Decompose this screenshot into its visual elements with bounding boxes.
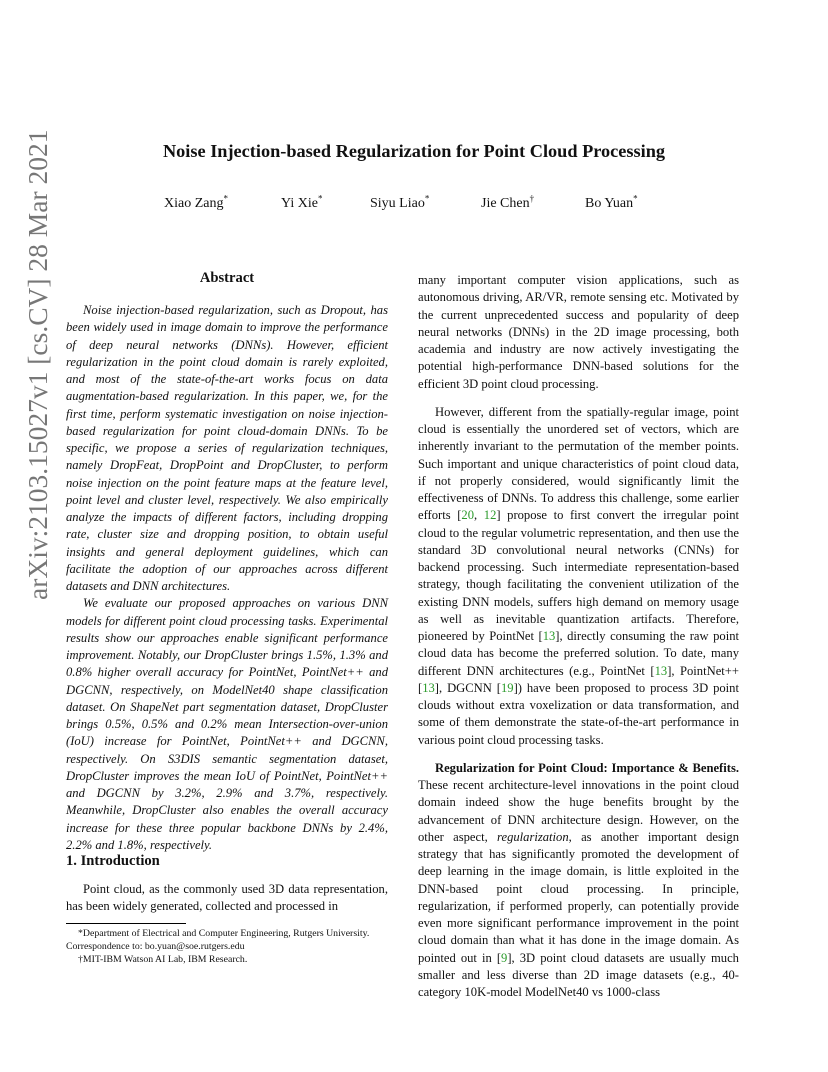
- author-name: Xiao Zang*: [164, 193, 228, 211]
- section-heading: 1. Introduction: [66, 853, 160, 869]
- citation-link[interactable]: 19: [500, 680, 514, 695]
- abstract-paragraph: Noise injection-based regularization, such as Dropout, has been widely used in image domain to improve the performance of deep neural networks (DNNs). However, efficient regularization in the point cloud domain is rarely exploited, and most of the state-of-the-art works focus on data augmentation-based regularization. In this paper, we, for the first time, perform systematic investigation on noise injection-based regularization for point cloud-domain DNNs. To be specific, we propose a series of regularization techniques, namely DropFeat, DropPoint and DropCluster, to perform noise injection on the point feature maps at the feature level, point level and cluster level, respectively. We also empirically analyze the impacts of different factors, including dropping rate, cluster size and dropping position, to obtain useful insights and general deployment guidelines, which can facilitate the adoption of our approaches across different datasets and DNN architectures.: [66, 303, 388, 593]
- abstract-body: [66, 302, 388, 854]
- author-name: Bo Yuan*: [585, 193, 638, 211]
- footnotes: [66, 923, 388, 966]
- footnote: †MIT-IBM Watson AI Lab, IBM Research.: [78, 954, 248, 965]
- citation-link[interactable]: 20: [461, 508, 475, 523]
- author-name: Jie Chen†: [481, 193, 535, 211]
- paragraph-lead: Regularization for Point Cloud: Importance & Benefits.: [435, 760, 739, 775]
- right-column-body: [418, 272, 739, 1001]
- footnote-rule: [66, 923, 186, 924]
- intro-paragraph: Point cloud, as the commonly used 3D data representation, has been widely generated, collected and processed in: [66, 882, 388, 914]
- citation-link[interactable]: 13: [542, 629, 556, 643]
- citation-link[interactable]: 12: [483, 508, 497, 523]
- citation-link[interactable]: 13: [654, 663, 668, 678]
- author-name: Siyu Liao*: [370, 193, 430, 211]
- abstract-paragraph: We evaluate our proposed approaches on various DNN models for different point cloud processing tasks. Experimental results show our approaches enable significant performance improvement. Notably, our DropCluster brings 1.5%, 1.3% and 0.8% higher overall accuracy for PointNet, PointNet++ and DGCNN, respectively, on ModelNet40 shape classification dataset. On ShapeNet part segmentation dataset, DropCluster brings 0.5%, 0.5% and 0.2% mean Intersection-over-union (IoU) increase for PointNet, PointNet++ and DGCNN, respectively. On S3DIS semantic segmentation dataset, DropCluster improves the mean IoU of PointNet, PointNet++ and DGCNN by 3.2%, 2.9% and 3.7%, respectively. Meanwhile, DropCluster also enables the overall accuracy increase for these three popular backbone DNNs by 2.4%, 2.2% and 1.8%, respectively.: [66, 596, 388, 852]
- footnote: *Department of Electrical and Computer Engineering, Rutgers University. Correspondence to: bo.yuan@soe.rutgers.edu: [66, 928, 370, 952]
- citation-link[interactable]: 9: [501, 950, 508, 965]
- arxiv-identifier: arXiv:2103.15027v1 [cs.CV] 28 Mar 2021: [22, 129, 53, 600]
- body-paragraph: many important computer vision applications, such as autonomous driving, AR/VR, remote sensing etc. Motivated by the current unprecedented success and popularity of deep neural networks (DNNs) in the 2D image processing, both academia and industry are now actively investigating the potential high-performance DNN-based solutions for the efficient 3D point cloud processing.: [418, 273, 739, 391]
- intro-body: [66, 881, 388, 916]
- citation-link[interactable]: 13: [422, 680, 435, 695]
- abstract-heading: Abstract: [199, 270, 255, 286]
- author-name: Yi Xie*: [281, 193, 323, 211]
- paper-title: Noise Injection-based Regularization for Point Cloud Processing: [162, 141, 666, 161]
- body-paragraph: Regularization for Point Cloud: Importance & Benefits. These recent architecture-level innovations in the point cloud domain indeed show the huge benefits brought by the advancement of DNN architecture design. However, on the other aspect, regularization, as another important design strategy that has significantly promoted the development of deep learning in the image domain, is little exploited in the DNN-based point cloud processing. In principle, regularization, if performed properly, can potentially provide even more significant performance improvement in the point cloud domain than what it has done in the image domain. As pointed out in [9], 3D point cloud datasets are usually much smaller and less diverse than 2D image datasets (e.g., 40-category 10K-model ModelNet40 vs 1000-class: [418, 760, 739, 999]
- body-paragraph: However, different from the spatially-regular image, point cloud is essentially the unordered set of vectors, which are inherently invariant to the permutation of the member points. Such important and unique characteristics of point cloud data, if not properly considered, would significantly limit the effectiveness of DNNs. To address this challenge, some earlier efforts [20, 12] propose to first convert the irregular point cloud to the regular volumetric representation, and then use the standard 3D convolutional neural networks (CNNs) for backend processing. Such intermediate representation-based strategy, though facilitating the convenient utilization of the existing DNN models, suffers high demand on memory usage as well as inevitable quantization artifacts. Therefore, pioneered by PointNet [13], directly consuming the raw point cloud data has become the preferred solution. To date, many different DNN architectures (e.g., PointNet [13], PointNet++ [13], DGCNN [19]) have been proposed to process 3D point clouds without extra voxelization or data transformation, and some of them demonstrate the state-of-the-art performance in various point cloud processing tasks.: [418, 404, 740, 747]
